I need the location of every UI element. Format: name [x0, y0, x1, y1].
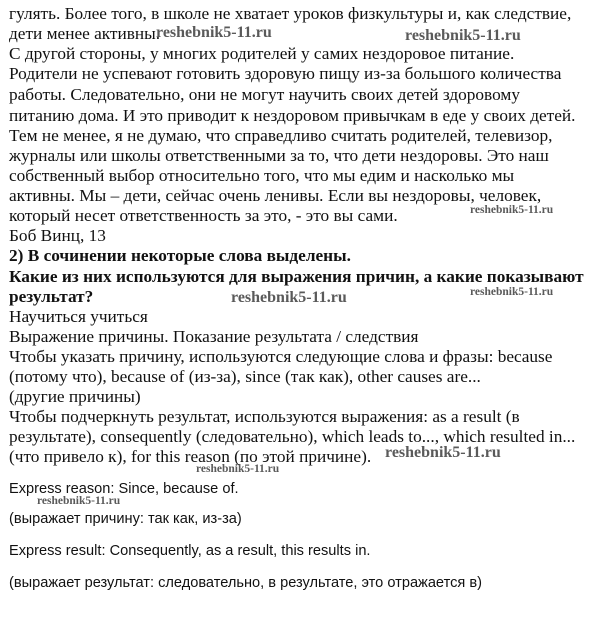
watermark: reshebnik5-11.ru: [196, 463, 280, 475]
watermark: reshebnik5-11.ru: [405, 27, 521, 44]
watermark: reshebnik5-11.ru: [385, 444, 501, 461]
text-line: журналы или школы ответственными за то, что дети нездоровы. Это наш: [9, 146, 549, 165]
text-line: (потому что), because of (из-за), since (так как), other causes are...: [9, 367, 481, 386]
text-line: С другой стороны, у многих родителей у самих нездоровое питание.: [9, 44, 515, 63]
task-heading: 2) В сочинении некоторые слова выделены.: [9, 246, 351, 265]
text-line: Тем не менее, я не думаю, что справедливо считать родителей, телевизор,: [9, 126, 553, 145]
text-line: собственный выбор относительно того, что мы едим и насколько мы: [9, 166, 515, 185]
text-line: гулять. Более того, в школе не хватает уроков физкультуры и, как следствие,: [9, 4, 572, 23]
summary-line: (выражает результат: следовательно, в результате, это отражается в): [9, 575, 482, 591]
text-line: работы. Следовательно, они не могут научить своих детей здоровому: [9, 85, 520, 104]
text-line: результате), consequently (следовательно), which leads to..., which resulted in...: [9, 427, 576, 446]
task-question: результат?: [9, 287, 94, 306]
task-question: Какие из них используются для выражения причин, а какие показывают: [9, 267, 584, 286]
text-line: Чтобы указать причину, используются следующие слова и фразы: because: [9, 347, 553, 366]
text-line: (другие причины): [9, 387, 141, 406]
text-line: (что привело к), for this reason (по этой причине).: [9, 447, 372, 466]
text-line: активны. Мы – дети, сейчас очень ленивы. Если вы нездоровы, человек,: [9, 186, 542, 205]
text-line: Научиться учиться: [9, 307, 148, 326]
watermark: reshebnik5-11.ru: [470, 286, 554, 298]
text-line: питанию дома. И это приводит к нездоровом привычкам в еде у своих детей.: [9, 106, 576, 125]
summary-line: Express result: Consequently, as a result, this results in.: [9, 543, 371, 559]
summary-line: (выражает причину: так как, из-за): [9, 511, 242, 527]
text-line: который несет ответственность за это, - это вы сами.: [9, 206, 398, 225]
signature-line: Боб Винц, 13: [9, 226, 106, 245]
watermark: reshebnik5-11.ru: [231, 289, 347, 306]
text-line: Родители не успевают готовить здоровую пищу из-за большого количества: [9, 64, 562, 83]
watermark: reshebnik5-11.ru: [156, 24, 272, 41]
watermark: reshebnik5-11.ru: [470, 204, 554, 216]
text-line: Выражение причины. Показание результата / следствия: [9, 327, 419, 346]
watermark: reshebnik5-11.ru: [37, 495, 121, 507]
text-line: Чтобы подчеркнуть результат, используются выражения: as a result (в: [9, 407, 520, 426]
text-line: дети менее активны.: [9, 24, 161, 43]
summary-line: Express reason: Since, because of.: [9, 481, 239, 497]
